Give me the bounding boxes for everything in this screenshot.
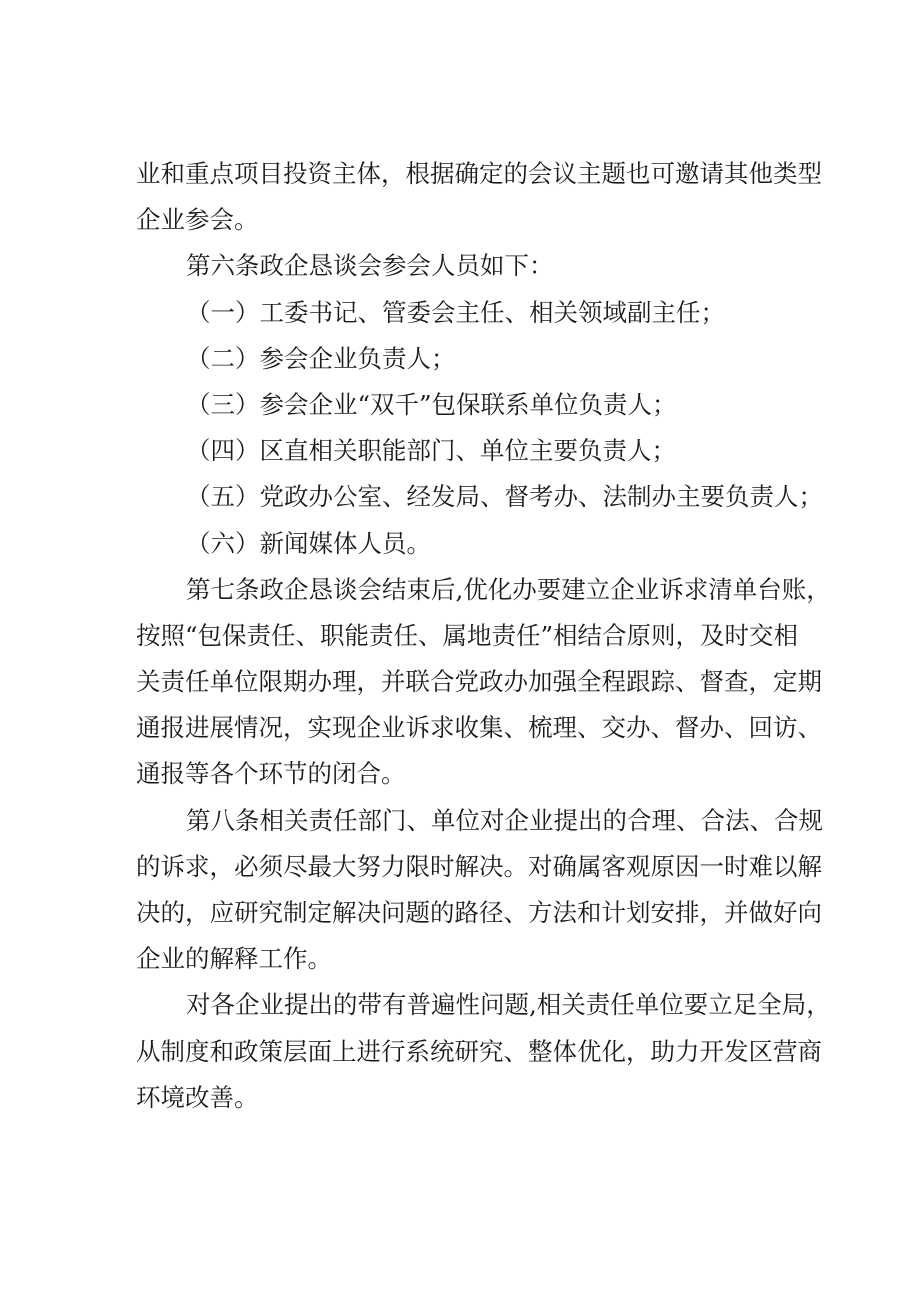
article-8-line: 决的，应研究制定解决问题的路径、方法和计划安排，并做好向 <box>136 898 822 927</box>
article-6-heading: 第六条政企恳谈会参会人员如下： <box>186 251 554 281</box>
article-8-line: 企业的解释工作。 <box>136 944 332 974</box>
paragraph-line: 对各企业提出的带有普遍性问题,相关责任单位要立足全局， <box>186 990 831 1020</box>
list-item: （六）新闻媒体人员。 <box>186 528 431 558</box>
document-body <box>136 151 831 1121</box>
text-line: 业和重点项目投资主体，根据确定的会议主题也可邀请其他类型 <box>136 159 822 188</box>
article-7-line: 通报进展情况，实现企业诉求收集、梳理、交办、督办、回访、 <box>136 713 822 743</box>
article-7-line: 通报等各个环节的闭合。 <box>136 759 406 789</box>
article-7-line: 第七条政企恳谈会结束后,优化办要建立企业诉求清单台账， <box>186 574 831 604</box>
list-item: （四）区直相关职能部门、单位主要负责人； <box>186 436 676 466</box>
list-item: （三）参会企业“双千”包保联系单位负责人； <box>186 389 677 419</box>
article-8-line: 的诉求，必须尽最大努力限时解决。对确属客观原因一时难以解 <box>136 851 822 881</box>
text-line: 企业参会。 <box>136 205 259 235</box>
list-item: （一）工委书记、管委会主任、相关领域副主任； <box>186 297 725 327</box>
list-item: （五）党政办公室、经发局、督考办、法制办主要负责人； <box>186 482 823 512</box>
article-8-line: 第八条相关责任部门、单位对企业提出的合理、合法、合规 <box>186 805 823 835</box>
article-7-line: 关责任单位限期办理，并联合党政办加强全程跟踪、督查，定期 <box>136 667 822 697</box>
article-7-line: 按照“包保责任、职能责任、属地责任”相结合原则，及时交相 <box>136 620 799 650</box>
paragraph-line: 从制度和政策层面上进行系统研究、整体优化，助力开发区营商 <box>136 1036 822 1066</box>
paragraph-line: 环境改善。 <box>136 1082 259 1112</box>
list-item: （二）参会企业负责人； <box>186 343 456 373</box>
